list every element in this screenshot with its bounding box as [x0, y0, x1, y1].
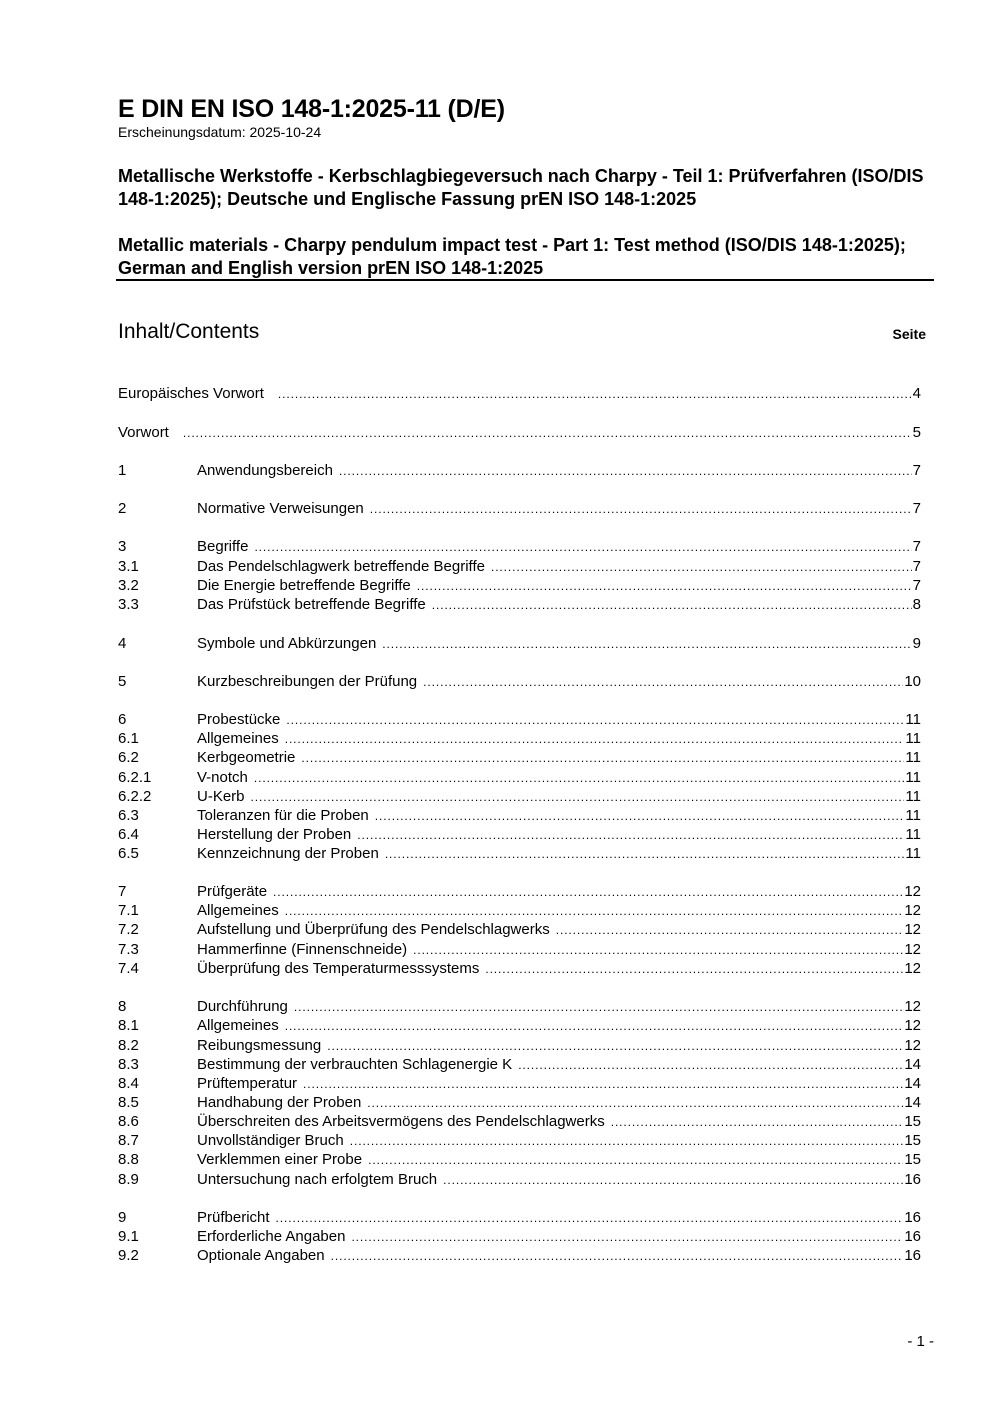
contents-heading: Inhalt/Contents	[118, 320, 260, 343]
toc-dot-leader	[254, 768, 905, 788]
toc-dot-leader	[443, 1170, 903, 1190]
toc-entry-title: Optionale Angaben	[197, 1247, 325, 1264]
toc-dot-leader	[491, 557, 912, 577]
toc-entry-title: Hammerfinne (Finnenschneide)	[197, 941, 408, 958]
toc-entry[interactable]	[118, 1150, 921, 1170]
toc-entry-title: Durchführung	[197, 998, 288, 1015]
page-column-label: Seite	[892, 326, 926, 342]
toc-entry-number: 6.2.2	[118, 788, 152, 805]
toc-entry-page: 8	[912, 596, 921, 613]
toc-dot-leader	[273, 882, 903, 902]
toc-dot-leader	[254, 537, 911, 557]
toc-dot-leader	[385, 844, 905, 864]
toc-entry[interactable]	[118, 729, 921, 749]
toc-entry[interactable]	[118, 1036, 921, 1056]
toc-entry-page: 16	[904, 1247, 921, 1264]
toc-dot-leader	[382, 634, 911, 654]
toc-entry[interactable]	[118, 423, 921, 443]
toc-entry[interactable]	[118, 537, 921, 557]
toc-entry-number: 6.2.1	[118, 769, 152, 786]
toc-entry-title: Europäisches Vorwort	[118, 385, 264, 402]
toc-entry-number: 7.3	[118, 941, 139, 958]
toc-entry[interactable]	[118, 672, 921, 692]
toc-entry-number: 7.1	[118, 902, 139, 919]
toc-dot-leader	[294, 997, 903, 1017]
toc-entry-title: Erforderliche Angaben	[197, 1228, 346, 1245]
toc-dot-leader	[286, 710, 904, 730]
toc-dot-leader	[432, 595, 912, 615]
title-german: Metallische Werkstoffe - Kerbschlagbiegeversuch nach Charpy - Teil 1: Prüfverfahren (ISO/DIS 148-1:2025); Deutsche und Englische Fassung prEN ISO 148-1:2025	[118, 166, 924, 209]
toc-dot-leader	[301, 748, 904, 768]
toc-dot-leader	[518, 1055, 903, 1075]
toc-entry-title: Untersuchung nach erfolgtem Bruch	[197, 1171, 438, 1188]
toc-dot-leader	[357, 825, 904, 845]
toc-entry-title: Das Pendelschlagwerk betreffende Begriffe	[197, 558, 485, 575]
toc-entry-number: 8.4	[118, 1075, 139, 1092]
toc-entry[interactable]	[118, 882, 921, 902]
toc-entry-page: 14	[904, 1094, 921, 1111]
toc-dot-leader	[278, 384, 912, 404]
toc-entry-title: Vorwort	[118, 424, 169, 441]
toc-entry-title: Überprüfung des Temperaturmesssystems	[197, 960, 480, 977]
toc-entry[interactable]	[118, 499, 921, 519]
toc-dot-leader	[611, 1112, 904, 1132]
toc-entry-number: 4	[118, 635, 127, 652]
toc-entry-title: Allgemeines	[197, 902, 279, 919]
page-number: - 1 -	[907, 1333, 934, 1350]
toc-dot-leader	[350, 1131, 904, 1151]
toc-entry-number: 8.8	[118, 1151, 139, 1168]
title-english: Metallic materials - Charpy pendulum impact test - Part 1: Test method (ISO/DIS 148-1:2025); German and English version prEN ISO 148-1:2025	[118, 235, 906, 278]
toc-entry-page: 11	[905, 711, 921, 728]
toc-entry-title: Symbole und Abkürzungen	[197, 635, 377, 652]
toc-entry-page: 11	[905, 769, 921, 786]
toc-entry-number: 7	[118, 883, 127, 900]
toc-entry[interactable]	[118, 1131, 921, 1151]
toc-entry-title: Herstellung der Proben	[197, 826, 352, 843]
toc-entry-page: 11	[905, 826, 921, 843]
toc-entry[interactable]	[118, 768, 921, 788]
toc-entry-number: 8.2	[118, 1037, 139, 1054]
toc-entry[interactable]	[118, 634, 921, 654]
toc-entry-title: Prüftemperatur	[197, 1075, 298, 1092]
toc-entry[interactable]	[118, 901, 921, 921]
toc-entry[interactable]	[118, 1246, 921, 1266]
toc-entry-number: 6.5	[118, 845, 139, 862]
toc-entry-title: V-notch	[197, 769, 248, 786]
toc-entry-number: 8.9	[118, 1171, 139, 1188]
toc-entry-page: 7	[912, 558, 921, 575]
toc-entry-page: 4	[912, 385, 921, 402]
toc-entry-page: 14	[904, 1075, 921, 1092]
toc-entry-page: 15	[904, 1132, 921, 1149]
toc-entry-number: 6.2	[118, 749, 139, 766]
toc-dot-leader	[368, 1150, 903, 1170]
toc-entry-title: Aufstellung und Überprüfung des Pendelschlagwerks	[197, 921, 550, 938]
toc-entry-page: 7	[912, 538, 921, 555]
toc-entry[interactable]	[118, 576, 921, 596]
toc-entry-page: 16	[904, 1228, 921, 1245]
toc-entry[interactable]	[118, 1016, 921, 1036]
toc-entry-title: Prüfgeräte	[197, 883, 268, 900]
toc-entry-page: 16	[904, 1171, 921, 1188]
toc-dot-leader	[285, 1016, 904, 1036]
toc-entry-page: 7	[912, 577, 921, 594]
toc-dot-leader	[285, 729, 905, 749]
toc-entry-title: Anwendungsbereich	[197, 462, 333, 479]
toc-entry-page: 7	[912, 500, 921, 517]
toc-entry-page: 11	[905, 788, 921, 805]
toc-dot-leader	[556, 920, 904, 940]
toc-entry-title: Prüfbericht	[197, 1209, 270, 1226]
toc-entry-page: 15	[904, 1113, 921, 1130]
toc-entry-title: Bestimmung der verbrauchten Schlagenergie K	[197, 1056, 513, 1073]
table-of-contents	[118, 0, 921, 1403]
toc-entry-page: 14	[904, 1056, 921, 1073]
toc-dot-leader	[423, 672, 903, 692]
toc-entry-number: 3	[118, 538, 127, 555]
toc-entry-number: 7.4	[118, 960, 139, 977]
toc-dot-leader	[370, 499, 912, 519]
toc-entry-number: 8.6	[118, 1113, 139, 1130]
toc-entry-page: 11	[905, 845, 921, 862]
toc-entry-title: Das Prüfstück betreffende Begriffe	[197, 596, 426, 613]
document-id: E DIN EN ISO 148-1:2025-11 (D/E)	[118, 95, 505, 123]
toc-dot-leader	[339, 461, 912, 481]
toc-entry[interactable]	[118, 806, 921, 826]
toc-dot-leader	[367, 1093, 903, 1113]
toc-dot-leader	[485, 959, 903, 979]
toc-entry[interactable]	[118, 959, 921, 979]
toc-dot-leader	[303, 1074, 903, 1094]
toc-entry-number: 6.3	[118, 807, 139, 824]
toc-entry-title: Handhabung der Proben	[197, 1094, 362, 1111]
toc-entry-title: Unvollständiger Bruch	[197, 1132, 344, 1149]
toc-entry-page: 12	[904, 1017, 921, 1034]
toc-entry-number: 9.1	[118, 1228, 139, 1245]
toc-entry-page: 11	[905, 730, 921, 747]
toc-entry-page: 11	[905, 749, 921, 766]
toc-entry-title: Verklemmen einer Probe	[197, 1151, 363, 1168]
toc-entry-title: Überschreiten des Arbeitsvermögens des Pendelschlagwerks	[197, 1113, 605, 1130]
toc-entry-number: 3.2	[118, 577, 139, 594]
toc-entry-page: 12	[904, 1037, 921, 1054]
toc-dot-leader	[331, 1246, 904, 1266]
toc-dot-leader	[413, 940, 903, 960]
toc-entry[interactable]	[118, 787, 921, 807]
toc-entry-number: 8.5	[118, 1094, 139, 1111]
toc-entry-number: 9.2	[118, 1247, 139, 1264]
toc-entry-number: 6.1	[118, 730, 139, 747]
toc-entry-page: 12	[904, 998, 921, 1015]
toc-entry-page: 10	[904, 673, 921, 690]
toc-entry-title: Allgemeines	[197, 730, 279, 747]
toc-entry[interactable]	[118, 940, 921, 960]
toc-entry-title: Reibungsmessung	[197, 1037, 322, 1054]
toc-entry-title: Toleranzen für die Proben	[197, 807, 369, 824]
toc-entry[interactable]	[118, 1093, 921, 1113]
toc-entry-title: Die Energie betreffende Begriffe	[197, 577, 411, 594]
toc-dot-leader	[351, 1227, 903, 1247]
toc-entry-number: 8	[118, 998, 127, 1015]
toc-entry[interactable]	[118, 825, 921, 845]
toc-entry-page: 15	[904, 1151, 921, 1168]
toc-entry[interactable]	[118, 1074, 921, 1094]
toc-entry-page: 7	[912, 462, 921, 479]
toc-dot-leader	[375, 806, 905, 826]
toc-entry-number: 5	[118, 673, 127, 690]
toc-entry[interactable]	[118, 1170, 921, 1190]
toc-dot-leader	[327, 1036, 903, 1056]
toc-entry-number: 3.3	[118, 596, 139, 613]
toc-entry-number: 1	[118, 462, 127, 479]
toc-entry-page: 12	[904, 883, 921, 900]
toc-entry[interactable]	[118, 1227, 921, 1247]
toc-entry-number: 7.2	[118, 921, 139, 938]
toc-entry[interactable]	[118, 748, 921, 768]
toc-dot-leader	[251, 787, 905, 807]
toc-entry-page: 11	[905, 807, 921, 824]
toc-entry-number: 2	[118, 500, 127, 517]
toc-entry-page: 12	[904, 941, 921, 958]
toc-entry-title: U-Kerb	[197, 788, 245, 805]
toc-entry[interactable]	[118, 997, 921, 1017]
toc-entry-title: Normative Verweisungen	[197, 500, 364, 517]
toc-entry-title: Allgemeines	[197, 1017, 279, 1034]
toc-entry-number: 6.4	[118, 826, 139, 843]
toc-entry-title: Probestücke	[197, 711, 281, 728]
toc-entry-number: 6	[118, 711, 127, 728]
publication-date: Erscheinungsdatum: 2025-10-24	[118, 124, 322, 140]
toc-entry-page: 5	[912, 424, 921, 441]
toc-entry[interactable]	[118, 557, 921, 577]
toc-entry[interactable]	[118, 1055, 921, 1075]
toc-entry-title: Kerbgeometrie	[197, 749, 296, 766]
toc-entry-number: 3.1	[118, 558, 139, 575]
toc-entry[interactable]	[118, 844, 921, 864]
toc-entry[interactable]	[118, 1112, 921, 1132]
toc-dot-leader	[276, 1208, 904, 1228]
toc-dot-leader	[183, 423, 912, 443]
toc-entry-number: 8.1	[118, 1017, 139, 1034]
toc-entry[interactable]	[118, 384, 921, 404]
toc-entry-title: Kennzeichnung der Proben	[197, 845, 379, 862]
toc-entry-page: 16	[904, 1209, 921, 1226]
toc-entry[interactable]	[118, 595, 921, 615]
toc-entry[interactable]	[118, 1208, 921, 1228]
toc-entry-page: 9	[912, 635, 921, 652]
toc-dot-leader	[285, 901, 904, 921]
toc-entry[interactable]	[118, 920, 921, 940]
toc-entry-page: 12	[904, 960, 921, 977]
toc-entry-page: 12	[904, 921, 921, 938]
toc-entry[interactable]	[118, 710, 921, 730]
toc-entry-number: 8.3	[118, 1056, 139, 1073]
toc-dot-leader	[417, 576, 912, 596]
toc-entry-page: 12	[904, 902, 921, 919]
toc-entry-title: Begriffe	[197, 538, 249, 555]
toc-entry[interactable]	[118, 461, 921, 481]
toc-entry-title: Kurzbeschreibungen der Prüfung	[197, 673, 418, 690]
toc-entry-number: 8.7	[118, 1132, 139, 1149]
toc-entry-number: 9	[118, 1209, 127, 1226]
